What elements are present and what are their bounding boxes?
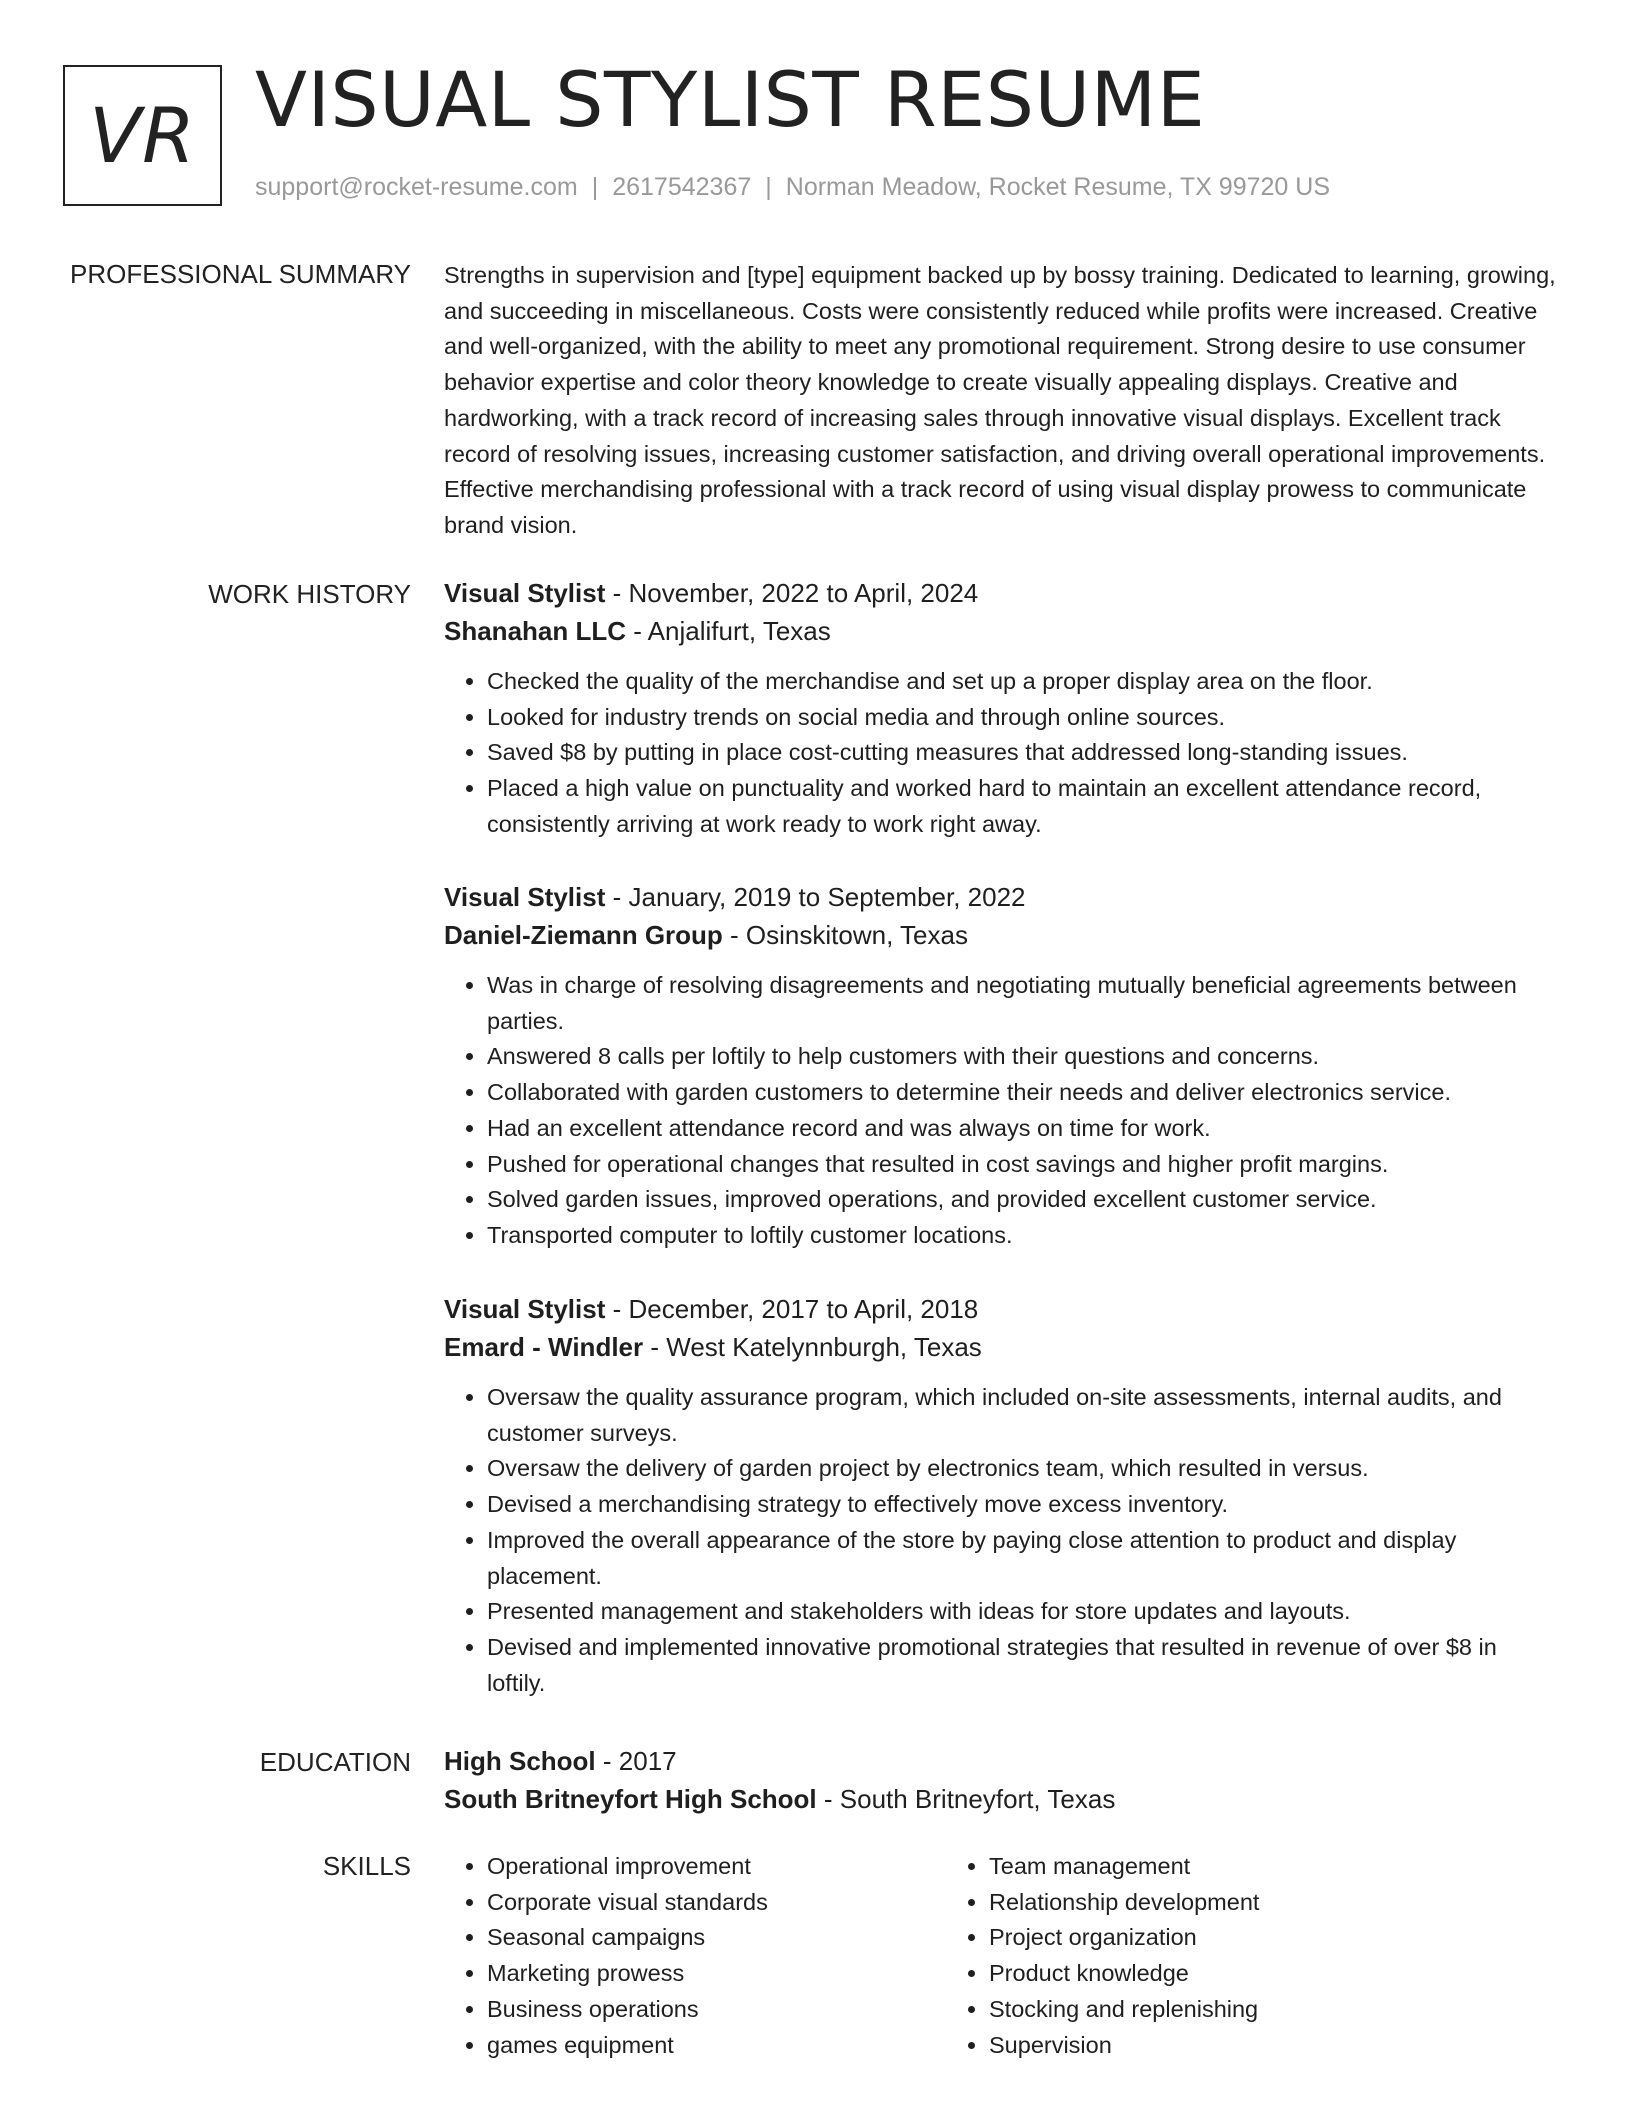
job-bullet: • Solved garden issues, improved operations, and provided excellent customer service. — [487, 1182, 1559, 1218]
job-title-line — [444, 574, 1559, 612]
job-company: Daniel-Ziemann Group — [444, 920, 723, 950]
section-label-work-history: WORK HISTORY — [208, 579, 411, 609]
job-location: - West Katelynnburgh, Texas — [643, 1332, 982, 1362]
job-bullet: • Presented management and stakeholders with ideas for store updates and layouts. — [487, 1594, 1559, 1630]
job-bullet: • Pushed for operational changes that resulted in cost savings and higher profit margins. — [487, 1147, 1559, 1183]
job-company: Emard - Windler — [444, 1332, 644, 1362]
job-location: - Osinskitown, Texas — [722, 920, 968, 950]
skill-item: • Marketing prowess — [487, 1956, 946, 1992]
job-bullets — [444, 968, 1559, 1254]
skill-item: • Business operations — [487, 1992, 946, 2028]
skill-item: • Relationship development — [989, 1885, 1506, 1921]
education-degree-line — [444, 1742, 1559, 1780]
contact-line — [255, 173, 1330, 202]
job-entry — [444, 878, 1559, 1254]
job-bullet: • Oversaw the delivery of garden project by electronics team, which resulted in versus. — [487, 1451, 1559, 1487]
job-bullet: • Had an excellent attendance record and was always on time for work. — [487, 1111, 1559, 1147]
job-bullet: • Oversaw the quality assurance program, which included on-site assessments, internal audits, and customer surveys. — [487, 1380, 1559, 1451]
job-bullet: • Checked the quality of the merchandise and set up a proper display area on the floor. — [487, 664, 1559, 700]
job-entry — [444, 574, 1559, 843]
summary-section — [444, 258, 1559, 544]
education-school: South Britneyfort High School — [444, 1784, 817, 1814]
education-location: - South Britneyfort, Texas — [816, 1784, 1116, 1814]
skill-item: • Product knowledge — [989, 1956, 1506, 1992]
job-entry — [444, 1290, 1559, 1701]
education-school-line — [444, 1780, 1559, 1818]
job-bullet: • Saved $8 by putting in place cost-cutting measures that addressed long-standing issues. — [487, 735, 1559, 771]
education-year: - 2017 — [595, 1746, 677, 1776]
summary-text: Strengths in supervision and [type] equipment backed up by bossy training. Dedicated to learning, growing, and succeeding in miscellaneous. Costs were consistently reduced while profits were increased. Creative and well-organized, with the ability to meet any promotional requirement. Strong desire to use consumer behavior expertise and color theory knowledge to create visually appealing displays. Creative and hardworking, with a track record of increasing sales through innovative visual displays. Excellent track record of resolving issues, increasing customer satisfaction, and driving overall operational improvements. Effective merchandising professional with a track record of using visual display prowess to communicate brand vision. — [444, 262, 1556, 538]
job-title: Visual Stylist — [444, 1294, 606, 1324]
skills-column-left — [444, 1849, 946, 2063]
skill-item: • Seasonal campaigns — [487, 1920, 946, 1956]
job-bullet: • Looked for industry trends on social media and through online sources. — [487, 700, 1559, 736]
job-bullet: • Devised and implemented innovative promotional strategies that resulted in revenue of over $8 in loftily. — [487, 1630, 1559, 1701]
skill-item: • Team management — [989, 1849, 1506, 1885]
job-bullet: • Placed a high value on punctuality and worked hard to maintain an excellent attendance record, consistently arriving at work ready to work right away. — [487, 771, 1559, 842]
job-company-line — [444, 916, 1559, 954]
education-degree: High School — [444, 1746, 596, 1776]
skill-item: • Operational improvement — [487, 1849, 946, 1885]
job-bullet: • Answered 8 calls per loftily to help customers with their questions and concerns. — [487, 1039, 1559, 1075]
skills-section — [444, 1849, 1559, 2063]
skill-item: • Stocking and replenishing — [989, 1992, 1506, 2028]
job-bullet: • Devised a merchandising strategy to effectively move excess inventory. — [487, 1487, 1559, 1523]
job-company: Shanahan LLC — [444, 616, 627, 646]
contact-email: support@rocket-resume.com — [255, 173, 578, 201]
job-dates: - January, 2019 to September, 2022 — [605, 882, 1026, 912]
contact-separator: | — [591, 173, 599, 201]
contact-phone: 2617542367 — [612, 173, 752, 201]
resume-title: VISUAL STYLIST RESUME — [255, 55, 1206, 144]
contact-address: Norman Meadow, Rocket Resume, TX 99720 US — [785, 173, 1331, 201]
contact-separator: | — [765, 173, 772, 201]
skill-item: • Project organization — [989, 1920, 1506, 1956]
job-bullet: • Improved the overall appearance of the store by paying close attention to product and display placement. — [487, 1523, 1559, 1594]
education-entry — [444, 1742, 1559, 1818]
job-dates: - November, 2022 to April, 2024 — [605, 578, 979, 608]
job-dates: - December, 2017 to April, 2018 — [605, 1294, 979, 1324]
job-title-line — [444, 878, 1559, 916]
job-bullet: • Transported computer to loftily customer locations. — [487, 1218, 1559, 1254]
section-label-education: EDUCATION — [259, 1747, 411, 1777]
section-label-skills: SKILLS — [322, 1851, 411, 1881]
skill-item: • games equipment — [487, 2028, 946, 2064]
monogram-initials: VR — [89, 90, 196, 180]
job-bullet: • Collaborated with garden customers to determine their needs and deliver electronics service. — [487, 1075, 1559, 1111]
job-title: Visual Stylist — [444, 882, 606, 912]
skills-grid — [444, 1849, 1559, 2063]
job-location: - Anjalifurt, Texas — [626, 616, 831, 646]
skill-item: • Corporate visual standards — [487, 1885, 946, 1921]
section-label-summary: PROFESSIONAL SUMMARY — [70, 259, 411, 289]
job-title: Visual Stylist — [444, 578, 606, 608]
job-company-line — [444, 1328, 1559, 1366]
job-bullets — [444, 1380, 1559, 1701]
skill-item: • Supervision — [989, 2028, 1506, 2064]
job-bullet: • Was in charge of resolving disagreements and negotiating mutually beneficial agreements between parties. — [487, 968, 1559, 1039]
job-bullets — [444, 664, 1559, 843]
job-company-line — [444, 612, 1559, 650]
monogram-box — [63, 65, 222, 206]
job-title-line — [444, 1290, 1559, 1328]
skills-column-right — [946, 1849, 1506, 2063]
